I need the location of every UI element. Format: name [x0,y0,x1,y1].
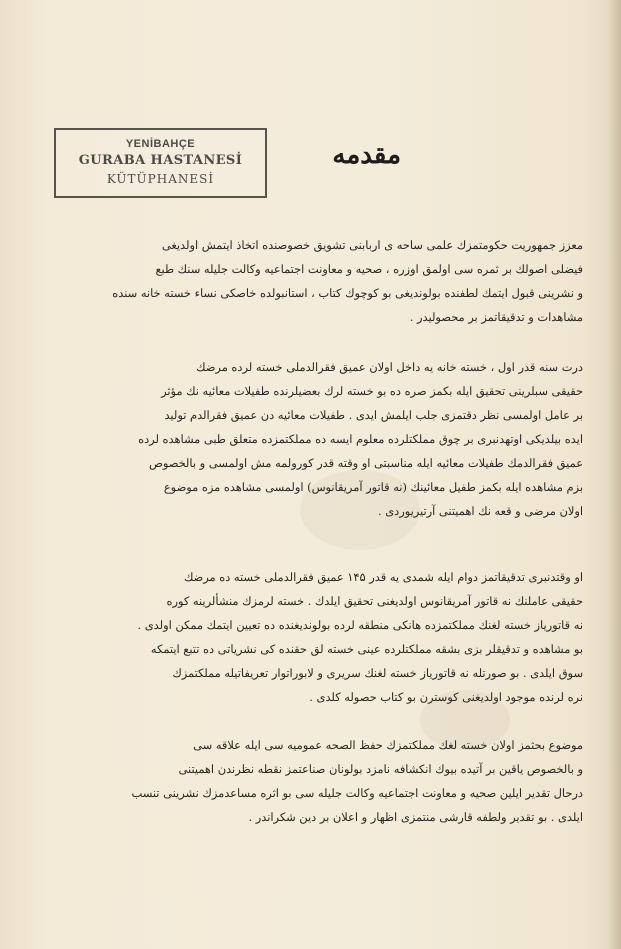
page-edge-shadow [607,0,621,949]
text-line: سوق ایلدی . بو صورتله نه قاتوریاز خسته لغنك سریری و لابوراتوار تعریفاتیله مملکتمزك [172,666,583,680]
text-line: حقیقی عاملنك نه قاتور آمریقانوس اولدیغنی تحقیق ایلدك . خسته لرمزك منشألرینه کوره [166,594,583,608]
text-line: حقیقی سبلرینی تحقیق ایله بکمز صره ده بو خسته لرك بعضیلرنده طفیلات معائیه نك مؤثر [161,384,583,398]
text-line: معزز جمهوریت حکومتمزك علمی ساحه ی اربابنی تشویق خصوصنده اتخاذ ایتمش اولدیغی [161,238,583,252]
text-line: بر عامل اولمسی نظر دقتمزی جلب ایلمش ایدی . طفیلات معائیه دن عمیق فقرالدم تولید [164,408,583,422]
text-line: اولان مرضی و قعه نك اهمیتنی آرتیریوردی . [377,504,583,518]
text-line: ایلدی . بو تقدیر ولطفه قارشی منتمزی اظهار و اعلان بر دین شکراندر . [248,810,583,824]
text-line: او وقتدنبری تدقیقاتمز دوام ایله شمدی یه قدر ۱۴۵ عمیق فقرالدملی خسته ده مرضك [183,570,583,584]
text-line: فیضلی اصولك بر ثمره سی اولمق اوزره ، صحیه و معاونت اجتماعیه وکالت جلیله سنك طبع [155,262,583,276]
text-line: مشاهدات و تدقیقاتمز بر محصولیدر . [409,310,583,324]
text-line: بزم مشاهده ایله بکمز طفیل معائینك (نه قاتور آمریقانوس) اولمسی مشاهده مزه موضوع [163,480,583,494]
paragraph-1 [48,233,583,333]
text-line: ایده بیلدیکی اوتهدنبری بر چوق مملکتلرده معلوم ایسه ده مملکتمزده متعلق طبی مشاهده لرده [138,432,583,446]
text-line: عمیق فقرالدمك طفیلات معائیه ایله مناسبتی او وقته قدر کورولمه مش اولمسی و بالخصوص [149,456,583,470]
paragraph-4 [48,733,583,833]
text-line: بو مشاهده و تدقیقلر بزی بشقه مملکتلرده عینی خسته لق حقنده کی نشریاتی ده تتبع ایتمکه [150,642,583,656]
section-heading: مقدمه [332,140,401,170]
text-line: نره لرنده موجود اولدیغنی کوسترن بو کتاب حصوله کلدی . [309,690,583,704]
library-stamp [54,128,267,198]
stamp-line-2: GURABA HASTANESİ [78,153,243,168]
stamp-line-1: YENİBAHÇE [125,138,196,150]
paragraph-3 [48,565,583,713]
stamp-line-3: KÜTÜPHANESİ [106,172,215,186]
text-line: و بالخصوص یاقین بر آتیده بیوك انکشافه نامزد بولونان صناعتمز نقطه نظرندن اهمیتنی [178,762,583,776]
text-line: نه قاتوریاز خسته لغنك مملکتمزده هانکی منطقه لرده بولوندیغنده ده تعیین ایتمك ممکن اولدی . [137,618,583,632]
text-line: درحال تقدیر ایلین صحیه و معاونت اجتماعیه وکالت جلیله سی بو اثره مساعدمزك نشرینی تنسب [131,786,583,800]
paragraph-2 [48,355,583,550]
text-line: درت سنه قدر اول ، خسته خانه یه داخل اولان عمیق فقرالدملی خسته لرده مرضك [196,360,583,374]
text-line: و نشرینی قبول ایتمك لطفنده بولوندیغی بو کوچوك کتاب ، استانبولده خاصکی نساء خسته خانه سنده [112,286,583,300]
text-line: موضوع بحثمز اولان خسته لغك مملکتمزك حفظ الصحه عمومیه سی ایله علاقه سی [193,738,583,752]
